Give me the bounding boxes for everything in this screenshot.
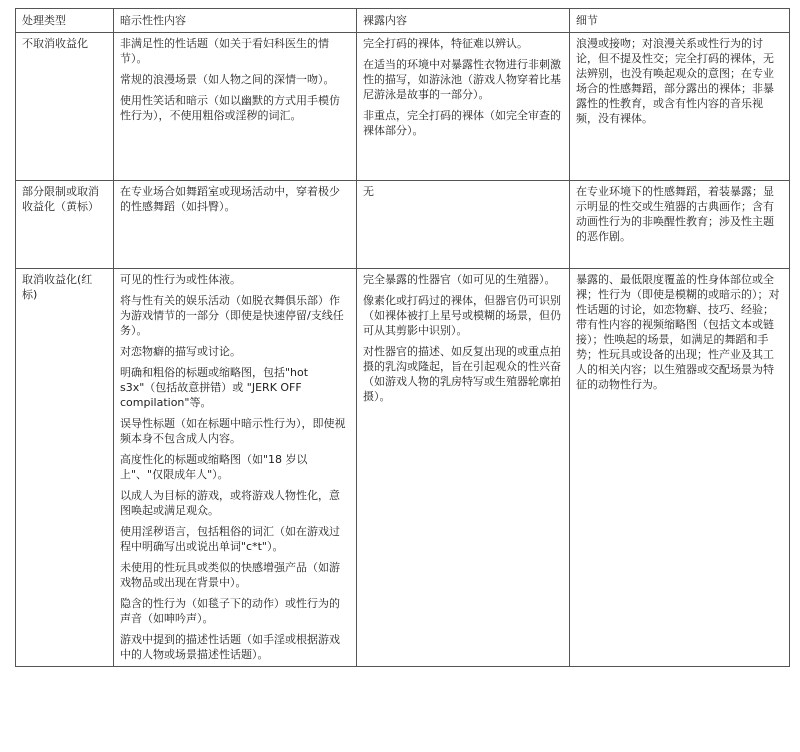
cell-entry: 在专业环境下的性感舞蹈，着装暴露；显示明显的性交或生殖器的古典画作；含有动画性行为的非唤醒性教育；涉及性主题的恶作剧。: [576, 185, 774, 243]
cell-entry: 常规的浪漫场景（如人物之间的深情一吻）。: [120, 73, 335, 86]
cell-entry: 无: [363, 185, 374, 198]
cell-entry: 非满足性的性话题（如关于看妇科医生的情节）。: [120, 37, 329, 65]
cell-entry: 非重点，完全打码的裸体（如完全审查的裸体部分）。: [363, 109, 561, 137]
policy-table: [15, 8, 790, 667]
cell-entry: 像素化或打码过的裸体，但器官仍可识别（如裸体被打上星号或模糊的场景，但仍可从其剪影中识别）。: [363, 294, 561, 337]
cell-type: 取消收益化(红标): [16, 269, 114, 667]
cell-suggestive: [114, 181, 357, 269]
cell-entry: 完全暴露的性器官（如可见的生殖器）。: [363, 273, 556, 286]
cell-entry: 明确和粗俗的标题或缩略图，包括"hot s3x"（包括故意拼错）或 "JERK OFF compilation"等。: [120, 366, 309, 409]
cell-entry: 完全打码的裸体，特征难以辨认。: [363, 37, 528, 50]
header-details: 细节: [570, 9, 790, 33]
cell-entry: 对恋物癖的描写或讨论。: [120, 345, 241, 358]
cell-nudity: [357, 269, 570, 667]
cell-suggestive: [114, 33, 357, 181]
cell-entry: 可见的性行为或性体液。: [120, 273, 241, 286]
cell-entry: 将与性有关的娱乐活动（如脱衣舞俱乐部）作为游戏情节的一部分（即使是快速停留/支线任务）。: [120, 294, 344, 337]
header-nudity: 裸露内容: [357, 9, 570, 33]
table-row: [16, 33, 790, 181]
cell-nudity: [357, 33, 570, 181]
cell-nudity: [357, 181, 570, 269]
cell-entry: 浪漫或接吻；对浪漫关系或性行为的讨论，但不提及性交；完全打码的裸体，无法辨别，也没有唤起观众的意图；在专业场合的性感舞蹈，部分露出的裸体；非暴露性的性教育，或含有性内容的音乐视频，没有裸体。: [576, 37, 774, 125]
cell-entry: 暴露的、最低限度覆盖的性身体部位或全裸；性行为（即使是模糊的或暗示的）；对性话题的讨论，如恋物癖、技巧、经验；带有性内容的视频缩略图（包括文本或链接）；性唤起的场景，如满足的舞蹈和手势；性玩具或设备的出现；性产业及其工人的相关内容；以生殖器或交配场景为特征的动物性行为。: [576, 273, 780, 391]
cell-entry: 使用性笑话和暗示（如以幽默的方式用手模仿性行为），不使用粗俗或淫秽的词汇。: [120, 94, 340, 122]
header-type: 处理类型: [16, 9, 114, 33]
header-suggestive: 暗示性性内容: [114, 9, 357, 33]
cell-details: [570, 181, 790, 269]
cell-entry: 误导性标题（如在标题中暗示性行为），即使视频本身不包含成人内容。: [120, 417, 346, 445]
header-row: [16, 9, 790, 33]
cell-type: 不取消收益化: [16, 33, 114, 181]
table-row: [16, 181, 790, 269]
cell-entry: 游戏中提到的描述性话题（如手淫或根据游戏中的人物或场景描述性话题）。: [120, 633, 340, 661]
cell-suggestive: [114, 269, 357, 667]
cell-entry: 对性器官的描述、如反复出现的或重点拍摄的乳沟或隆起，旨在引起观众的性兴奋（如游戏人物的乳房特写或生殖器轮廓拍摄）。: [363, 345, 561, 403]
cell-details: [570, 269, 790, 667]
cell-details: [570, 33, 790, 181]
cell-entry: 高度性化的标题或缩略图（如"18 岁以上"、"仅限成年人"）。: [120, 453, 308, 481]
cell-entry: 隐含的性行为（如毯子下的动作）或性行为的声音（如呻吟声）。: [120, 597, 340, 625]
cell-type: 部分限制或取消收益化（黄标）: [16, 181, 114, 269]
cell-entry: 在适当的环境中对暴露性衣物进行非刺激性的描写，如游泳池（游戏人物穿着比基尼游泳是故事的一部分）。: [363, 58, 561, 101]
cell-entry: 未使用的性玩具或类似的快感增强产品（如游戏物品或出现在背景中）。: [120, 561, 340, 589]
cell-entry: 以成人为目标的游戏，或将游戏人物性化，意图唤起或满足观众。: [120, 489, 340, 517]
cell-entry: 在专业场合如舞蹈室或现场活动中，穿着极少的性感舞蹈（如抖臀）。: [120, 185, 340, 213]
table-row: [16, 269, 790, 667]
cell-entry: 使用淫秽语言，包括粗俗的词汇（如在游戏过程中明确写出或说出单词"c*t"）。: [120, 525, 340, 553]
